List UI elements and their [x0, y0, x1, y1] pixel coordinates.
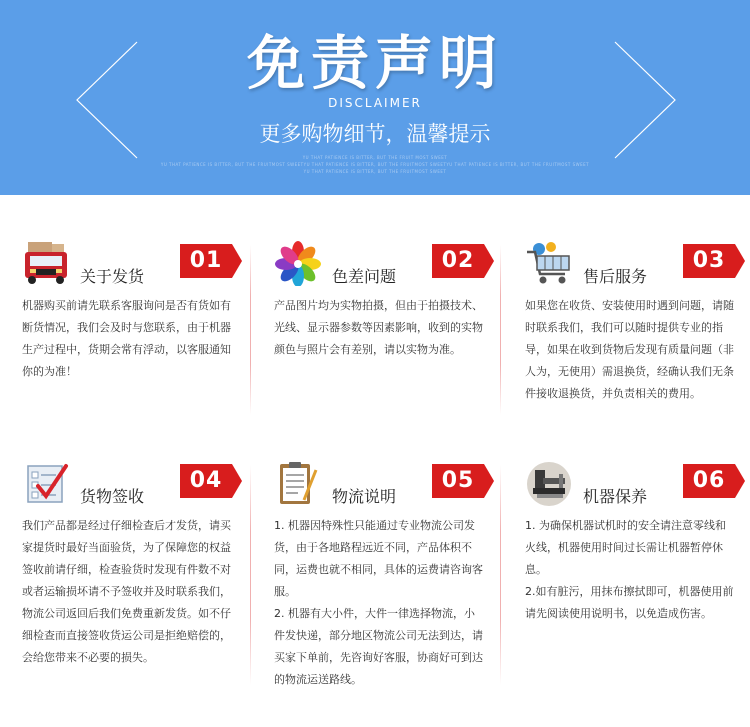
card-machine-maintenance	[525, 460, 750, 700]
card-title: 机器保养	[583, 487, 648, 506]
banner-subtitle-en: DISCLAIMER	[328, 96, 422, 110]
disclaimer-banner	[0, 0, 750, 195]
banner-tiny-text: YU THAT PATIENCE IS BITTER, BUT THE FRUITMOST SWEETYU THAT PATIENCE IS BITTER, BUT THE FRUITMOST SWEETYU THAT PATIENCE IS BITTER, BUT THE FRUITMOST SWEET	[160, 162, 590, 167]
banner-tiny-text: YU THAT PATIENCE IS BITTER, BUT THE FRUITMOST SWEET	[303, 169, 447, 174]
card-goods-receipt	[22, 460, 262, 700]
card-number-badge: 03	[683, 244, 735, 278]
card-body	[22, 515, 232, 669]
clipboard-icon	[274, 460, 322, 506]
card-body	[525, 515, 735, 625]
card-number-badge: 02	[432, 244, 484, 278]
card-body	[274, 295, 484, 361]
card-number-badge: 01	[180, 244, 232, 278]
card-paragraph: 我们产品都是经过仔细检查后才发货，请买家提货时最好当面验货，为了保障您的权益签收前请仔细，检查验货时发现有件数不对或者运输损坏请不予签收并及时联系我们，物流公司返回后我们免费重新发货。如不仔细检查而直接签收货运公司是拒绝赔偿的，会给您带来不必要的损失。	[22, 519, 231, 664]
card-shipping	[22, 240, 262, 420]
card-body	[525, 295, 735, 405]
card-after-sales	[525, 240, 750, 420]
card-number-badge: 06	[683, 464, 735, 498]
card-paragraph: 产品图片均为实物拍摄，但由于拍摄技术、光线、显示器参数等因素影响，收到的实物颜色与照片会有差别，请以实物为准。	[274, 299, 483, 356]
card-title: 色差问题	[332, 267, 397, 286]
banner-tiny-text: YU THAT PATIENCE IS BITTER, BUT THE FRUIT MOST SWEET	[302, 155, 448, 160]
card-paragraph: 2.如有脏污，用抹布擦拭即可，机器使用前请先阅读使用说明书，以免造成伤害。	[525, 585, 734, 620]
card-paragraph: 2. 机器有大小件，大件一律选择物流，小件发快递，部分地区物流公司无法到达，请买家下单前，先咨询好客服，协商好可到达的物流运送路线。	[274, 607, 483, 686]
card-color-difference	[274, 240, 514, 420]
banner-subtitle-cn: 更多购物细节，温馨提示	[259, 122, 491, 146]
card-title: 货物签收	[80, 487, 145, 506]
card-body	[274, 515, 484, 691]
checklist-icon	[22, 460, 70, 506]
card-number-badge: 04	[180, 464, 232, 498]
card-title: 物流说明	[332, 487, 397, 506]
card-paragraph: 1. 为确保机器试机时的安全请注意零线和火线，机器使用时间过长需让机器暂停休息。	[525, 519, 726, 576]
card-paragraph: 如果您在收货、安装使用时遇到问题，请随时联系我们，我们可以随时提供专业的指导，如果在收到货物后发现有质量问题（非人为，无使用）需退换货，经确认我们无条件接收退换货，并负责相关的费用。	[525, 299, 734, 400]
card-body	[22, 295, 232, 383]
card-title: 售后服务	[583, 267, 648, 286]
machine-icon	[525, 460, 573, 506]
card-logistics	[274, 460, 514, 700]
shopping-cart-icon	[525, 240, 573, 286]
truck-icon	[22, 240, 70, 286]
card-title: 关于发货	[80, 267, 145, 286]
color-wheel-icon	[274, 240, 322, 286]
card-paragraph: 机器购买前请先联系客服询问是否有货如有断货情况，我们会及时与您联系，由于机器生产过程中，货期会常有浮动，以客服通知你的为准！	[22, 299, 231, 378]
card-number-badge: 05	[432, 464, 484, 498]
banner-title: 免责声明	[246, 29, 503, 97]
card-paragraph: 1. 机器因特殊性只能通过专业物流公司发货，由于各地路程远近不同，产品体积不同，运费也就不相同，具体的运费请咨询客服。	[274, 519, 483, 598]
